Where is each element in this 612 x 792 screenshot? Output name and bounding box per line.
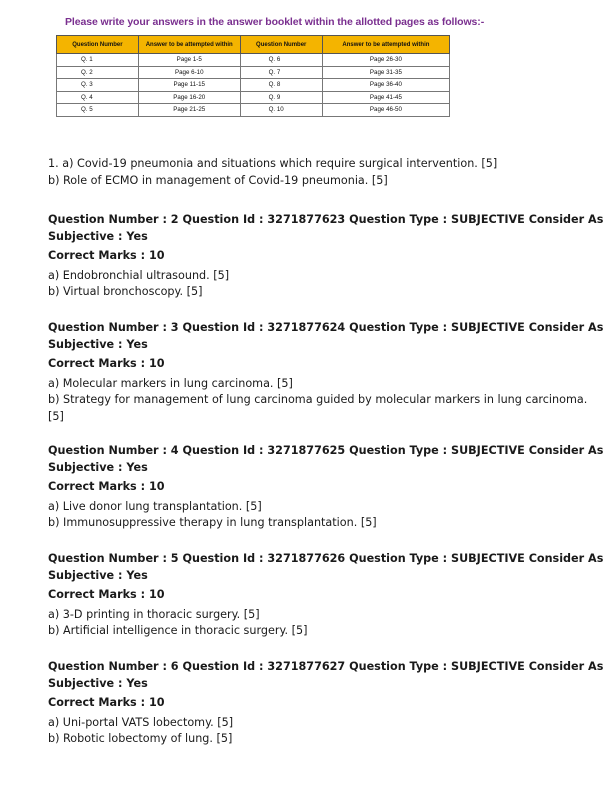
- question-part-a: 1. a) Covid-19 pneumonia and situations which require surgical intervention. [5]: [48, 157, 498, 170]
- table-row: [57, 91, 450, 104]
- question-1: [48, 156, 497, 189]
- question-2: [48, 212, 603, 301]
- table-row: [57, 54, 450, 67]
- table-cell: Page 1-5: [138, 54, 240, 67]
- table-cell: Q. 8: [240, 79, 322, 92]
- question-part-b-cont: [5]: [48, 409, 64, 423]
- correct-marks: Correct Marks : 10: [48, 249, 165, 262]
- table-cell: Q. 6: [240, 54, 322, 67]
- table-cell: Q. 2: [57, 66, 139, 79]
- table-cell: Page 26-30: [322, 54, 449, 67]
- question-header-cont: Subjective : Yes: [48, 460, 148, 474]
- question-header: Question Number : 2 Question Id : 3271877623 Question Type : SUBJECTIVE Consider As: [48, 213, 604, 226]
- table-header: Question Number: [57, 36, 139, 54]
- table-cell: Q. 10: [240, 104, 322, 117]
- table-cell: Q. 7: [240, 66, 322, 79]
- question-part-a: a) Live donor lung transplantation. [5]: [48, 499, 262, 513]
- question-header-cont: Subjective : Yes: [48, 568, 148, 582]
- table-cell: Page 11-15: [138, 79, 240, 92]
- question-header-cont: Subjective : Yes: [48, 337, 148, 351]
- table-cell: Page 6-10: [138, 66, 240, 79]
- table-cell: Q. 5: [57, 104, 139, 117]
- question-4: [48, 443, 603, 532]
- question-part-a: a) 3-D printing in thoracic surgery. [5]: [48, 607, 260, 621]
- table-cell: Page 31-35: [322, 66, 449, 79]
- question-header-cont: Subjective : Yes: [48, 676, 148, 690]
- table-cell: Page 16-20: [138, 91, 240, 104]
- table-cell: Page 21-25: [138, 104, 240, 117]
- question-part-b: b) Immunosuppressive therapy in lung transplantation. [5]: [48, 516, 377, 529]
- table-header-row: [57, 36, 450, 54]
- table-header: Answer to be attempted within: [322, 36, 449, 54]
- correct-marks: Correct Marks : 10: [48, 480, 165, 493]
- table-cell: Q. 4: [57, 91, 139, 104]
- correct-marks: Correct Marks : 10: [48, 588, 165, 601]
- correct-marks: Correct Marks : 10: [48, 357, 165, 370]
- question-header: Question Number : 6 Question Id : 3271877627 Question Type : SUBJECTIVE Consider As: [48, 660, 604, 673]
- question-header: Question Number : 3 Question Id : 3271877624 Question Type : SUBJECTIVE Consider As: [48, 321, 604, 334]
- table-cell: Page 41-45: [322, 91, 449, 104]
- question-part-b: b) Artificial intelligence in thoracic surgery. [5]: [48, 624, 308, 637]
- correct-marks: Correct Marks : 10: [48, 696, 165, 709]
- question-part-b: b) Robotic lobectomy of lung. [5]: [48, 732, 233, 745]
- question-part-a: a) Uni-portal VATS lobectomy. [5]: [48, 715, 234, 729]
- table-cell: Q. 1: [57, 54, 139, 67]
- question-header: Question Number : 4 Question Id : 3271877625 Question Type : SUBJECTIVE Consider As: [48, 444, 604, 457]
- table-row: [57, 79, 450, 92]
- table-cell: Page 36-40: [322, 79, 449, 92]
- table-cell: Q. 3: [57, 79, 139, 92]
- question-part-b: b) Role of ECMO in management of Covid-19 pneumonia. [5]: [48, 173, 388, 187]
- table-cell: Page 46-50: [322, 104, 449, 117]
- table-header: Question Number: [240, 36, 322, 54]
- table-cell: Q. 9: [240, 91, 322, 104]
- table-row: [57, 104, 450, 117]
- question-part-a: a) Endobronchial ultrasound. [5]: [48, 268, 230, 282]
- question-part-b: b) Strategy for management of lung carcinoma guided by molecular markers in lung carcinoma.: [48, 393, 588, 406]
- answer-instruction: Please write your answers in the answer booklet within the allotted pages as follows:-: [65, 16, 485, 28]
- question-6: [48, 659, 603, 748]
- table-row: [57, 66, 450, 79]
- table-header: Answer to be attempted within: [138, 36, 240, 54]
- question-header-cont: Subjective : Yes: [48, 229, 148, 243]
- answer-page-table: [56, 35, 450, 117]
- question-5: [48, 551, 603, 640]
- question-part-a: a) Molecular markers in lung carcinoma. [5]: [48, 376, 293, 390]
- question-3: [48, 320, 603, 425]
- question-part-b: b) Virtual bronchoscopy. [5]: [48, 285, 203, 298]
- question-header: Question Number : 5 Question Id : 3271877626 Question Type : SUBJECTIVE Consider As: [48, 552, 604, 565]
